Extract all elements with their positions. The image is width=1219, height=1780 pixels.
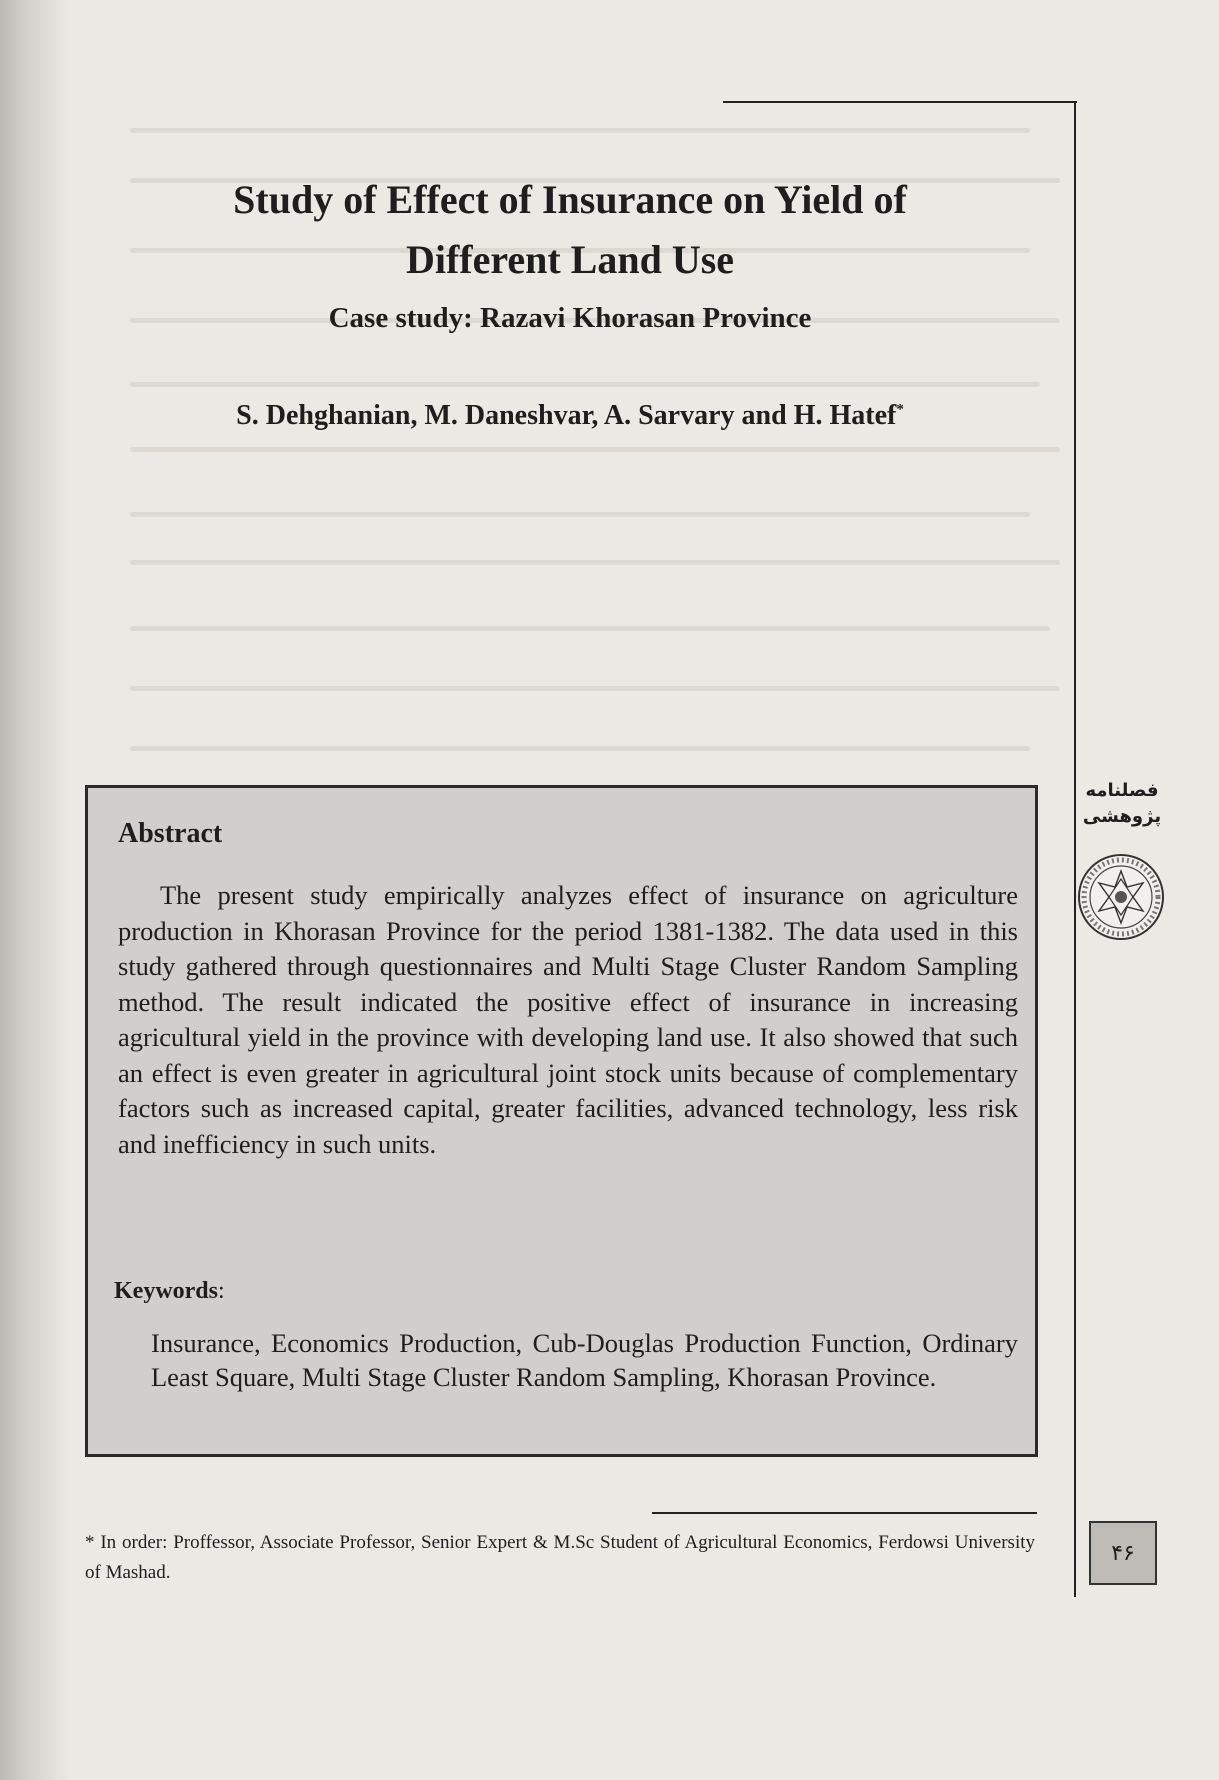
paper-subtitle: Case study: Razavi Khorasan Province: [328, 302, 812, 334]
show-through-line: [130, 382, 1040, 387]
footnote-rule: [652, 1512, 1037, 1514]
footnote-text: In order: Proffessor, Associate Professor, Senior Expert & M.Sc Student of Agricultural Economics, Ferdowsi University of Mashad.: [85, 1532, 1035, 1583]
page-number: ۴۶: [1111, 1540, 1135, 1566]
abstract-box: [85, 785, 1038, 1457]
show-through-line: [130, 128, 1030, 133]
frame-top-rule: [723, 101, 1077, 103]
show-through-line: [130, 512, 1030, 517]
author-names: S. Dehghanian, M. Daneshvar, A. Sarvary and H. Hatef: [236, 400, 897, 431]
show-through-line: [130, 626, 1050, 631]
paper-title-line-2: Different Land Use: [405, 237, 735, 282]
journal-label-line-1: فصلنامه: [1085, 780, 1159, 801]
show-through-line: [130, 560, 1060, 565]
keywords-heading-label: Keywords: [114, 1278, 218, 1304]
page-number-box: [1089, 1521, 1157, 1585]
abstract-heading: Abstract: [118, 818, 223, 849]
page-spine-shadow: [0, 0, 70, 1780]
footnote: [85, 1528, 1035, 1588]
keywords-heading: [114, 1278, 225, 1305]
paper-title: [150, 170, 990, 290]
abstract-text: The present study empirically analyzes effect of insurance on agriculture production in Khorasan Province for the period 1381-1382. The data used in this study gathered through questionnaires and Multi Stage Cluster Random Sampling method. The result indicated the positive effect of insurance in increasing agricultural yield in the province with developing land use. It also showed that such an effect is even greater in agricultural joint stock units because of complementary factors such as increased capital, greater facilities, advanced technology, less risk and inefficiency in such units.: [118, 880, 1018, 1159]
keywords-heading-colon: :: [218, 1278, 225, 1304]
journal-seal-icon: [1077, 853, 1165, 941]
keywords-text: Insurance, Economics Production, Cub-Douglas Production Function, Ordinary Least Square, Multi Stage Cluster Random Sampling, Khorasan Province.: [151, 1328, 1018, 1392]
journal-label: [1082, 778, 1162, 830]
paper-title-line-1: Study of Effect of Insurance on Yield of: [233, 177, 907, 222]
show-through-line: [130, 686, 1060, 691]
journal-label-line-2: پژوهشی: [1082, 806, 1162, 827]
show-through-line: [130, 447, 1060, 452]
author-list: [150, 400, 990, 432]
footnote-marker: *: [85, 1532, 95, 1553]
frame-right-rule: [1074, 101, 1076, 1597]
show-through-line: [130, 746, 1030, 751]
author-footnote-marker: *: [896, 401, 904, 418]
